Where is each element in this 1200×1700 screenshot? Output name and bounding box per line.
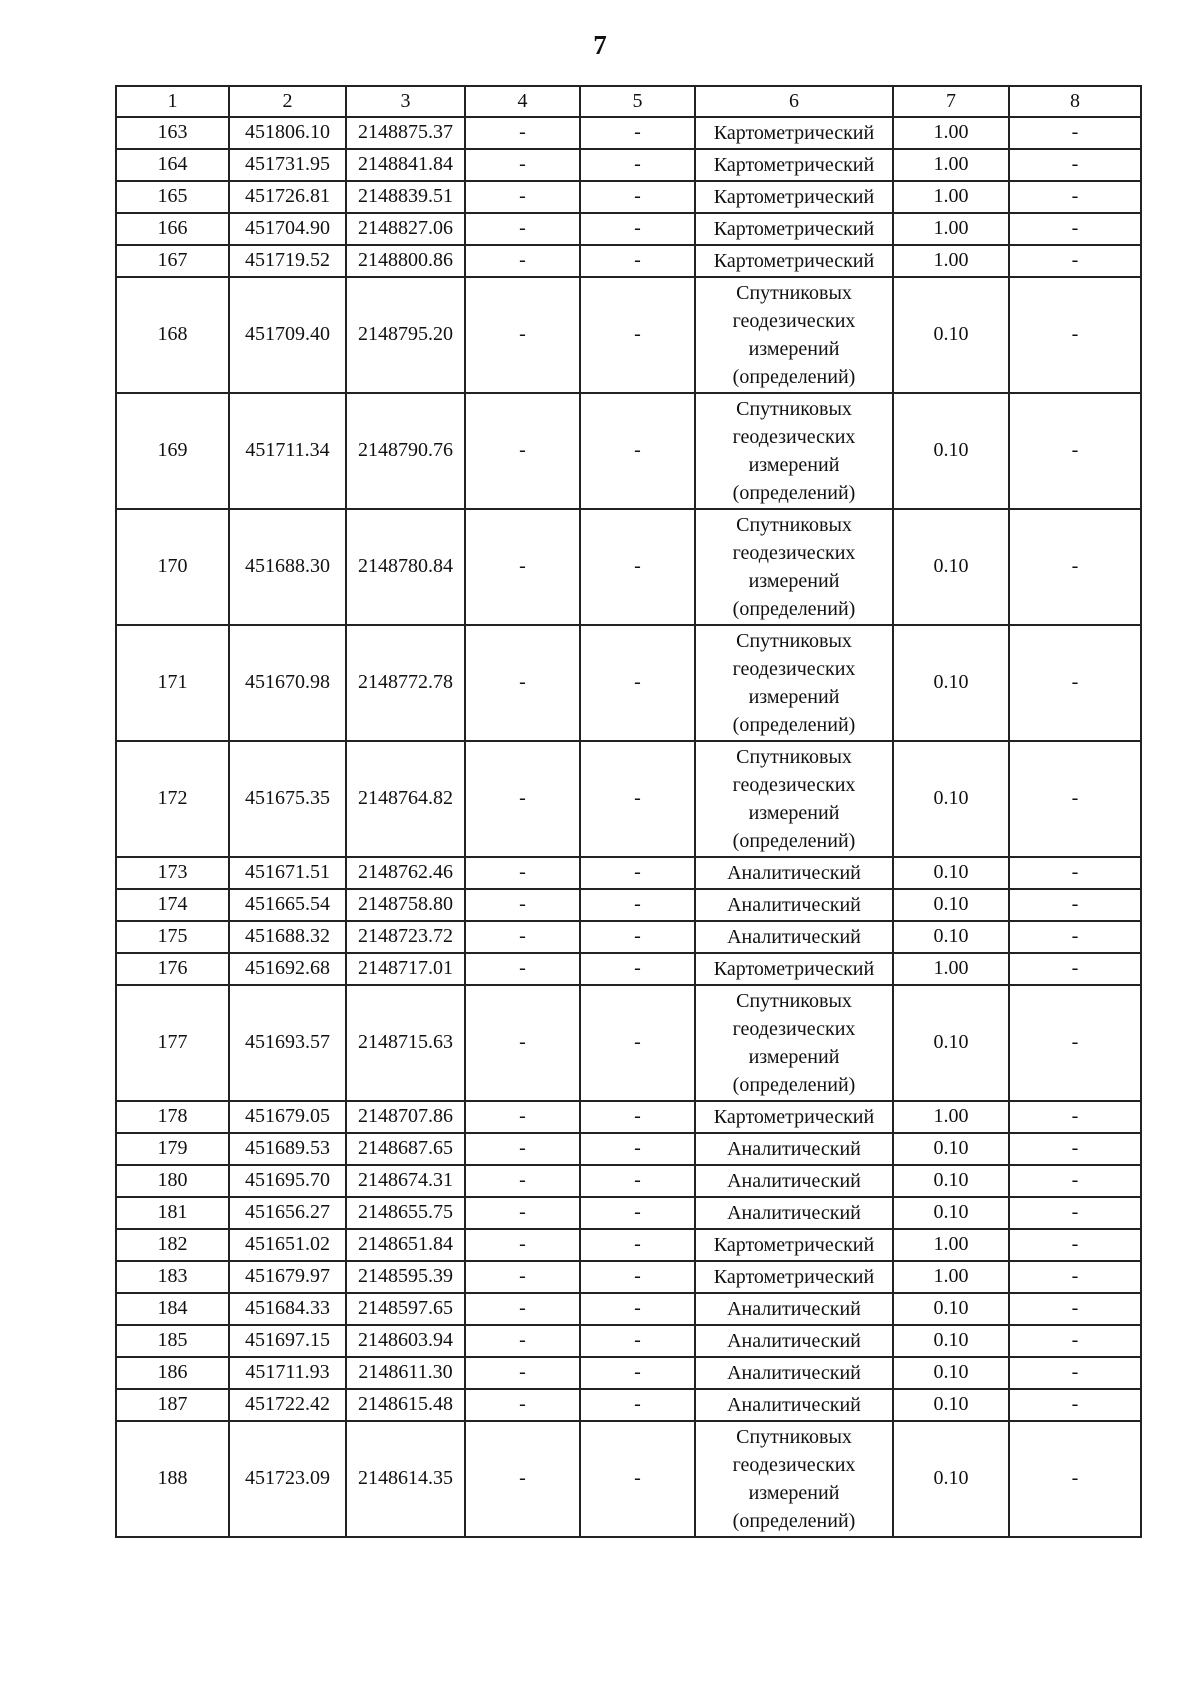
point-number-cell: 181 xyxy=(116,1197,229,1229)
table-header-row xyxy=(116,86,1141,117)
column-5-cell: - xyxy=(580,1229,695,1261)
accuracy-cell: 1.00 xyxy=(893,1101,1009,1133)
accuracy-cell: 0.10 xyxy=(893,1293,1009,1325)
column-5-cell: - xyxy=(580,1293,695,1325)
table-row xyxy=(116,213,1141,245)
column-8-cell: - xyxy=(1009,1325,1141,1357)
x-coordinate-cell: 451689.53 xyxy=(229,1133,346,1165)
method-cell: Спутниковых геодезических измерений (определений) xyxy=(695,1421,893,1537)
x-coordinate-cell: 451722.42 xyxy=(229,1389,346,1421)
column-8-cell: - xyxy=(1009,181,1141,213)
column-4-cell: - xyxy=(465,1101,580,1133)
y-coordinate-cell: 2148615.48 xyxy=(346,1389,465,1421)
header-cell: 1 xyxy=(116,86,229,117)
table-body xyxy=(116,117,1141,1537)
accuracy-cell: 0.10 xyxy=(893,1325,1009,1357)
y-coordinate-cell: 2148687.65 xyxy=(346,1133,465,1165)
point-number-cell: 178 xyxy=(116,1101,229,1133)
accuracy-cell: 1.00 xyxy=(893,245,1009,277)
y-coordinate-cell: 2148611.30 xyxy=(346,1357,465,1389)
table-row xyxy=(116,921,1141,953)
column-8-cell: - xyxy=(1009,393,1141,509)
y-coordinate-cell: 2148651.84 xyxy=(346,1229,465,1261)
header-cell: 7 xyxy=(893,86,1009,117)
table-row xyxy=(116,181,1141,213)
column-5-cell: - xyxy=(580,857,695,889)
column-4-cell: - xyxy=(465,509,580,625)
x-coordinate-cell: 451704.90 xyxy=(229,213,346,245)
column-5-cell: - xyxy=(580,117,695,149)
column-4-cell: - xyxy=(465,921,580,953)
y-coordinate-cell: 2148800.86 xyxy=(346,245,465,277)
method-cell: Картометрический xyxy=(695,117,893,149)
accuracy-cell: 1.00 xyxy=(893,953,1009,985)
column-5-cell: - xyxy=(580,181,695,213)
x-coordinate-cell: 451723.09 xyxy=(229,1421,346,1537)
column-4-cell: - xyxy=(465,1325,580,1357)
method-cell: Картометрический xyxy=(695,953,893,985)
point-number-cell: 188 xyxy=(116,1421,229,1537)
x-coordinate-cell: 451688.32 xyxy=(229,921,346,953)
point-number-cell: 179 xyxy=(116,1133,229,1165)
accuracy-cell: 0.10 xyxy=(893,625,1009,741)
y-coordinate-cell: 2148603.94 xyxy=(346,1325,465,1357)
column-4-cell: - xyxy=(465,985,580,1101)
point-number-cell: 163 xyxy=(116,117,229,149)
y-coordinate-cell: 2148839.51 xyxy=(346,181,465,213)
table-row xyxy=(116,1293,1141,1325)
column-8-cell: - xyxy=(1009,889,1141,921)
column-8-cell: - xyxy=(1009,1293,1141,1325)
column-8-cell: - xyxy=(1009,1101,1141,1133)
accuracy-cell: 0.10 xyxy=(893,1421,1009,1537)
point-number-cell: 185 xyxy=(116,1325,229,1357)
x-coordinate-cell: 451709.40 xyxy=(229,277,346,393)
table-row xyxy=(116,1325,1141,1357)
column-4-cell: - xyxy=(465,1165,580,1197)
header-cell: 6 xyxy=(695,86,893,117)
accuracy-cell: 0.10 xyxy=(893,741,1009,857)
method-cell: Картометрический xyxy=(695,245,893,277)
method-cell: Аналитический xyxy=(695,1133,893,1165)
accuracy-cell: 0.10 xyxy=(893,921,1009,953)
table-row xyxy=(116,1197,1141,1229)
point-number-cell: 167 xyxy=(116,245,229,277)
point-number-cell: 164 xyxy=(116,149,229,181)
table-row xyxy=(116,1101,1141,1133)
column-5-cell: - xyxy=(580,277,695,393)
accuracy-cell: 1.00 xyxy=(893,1261,1009,1293)
y-coordinate-cell: 2148758.80 xyxy=(346,889,465,921)
x-coordinate-cell: 451688.30 xyxy=(229,509,346,625)
page-number: 7 xyxy=(593,30,607,60)
method-cell: Картометрический xyxy=(695,1229,893,1261)
x-coordinate-cell: 451651.02 xyxy=(229,1229,346,1261)
table-row xyxy=(116,277,1141,393)
column-8-cell: - xyxy=(1009,149,1141,181)
accuracy-cell: 0.10 xyxy=(893,509,1009,625)
accuracy-cell: 0.10 xyxy=(893,857,1009,889)
column-5-cell: - xyxy=(580,213,695,245)
column-5-cell: - xyxy=(580,1325,695,1357)
accuracy-cell: 1.00 xyxy=(893,213,1009,245)
method-cell: Спутниковых геодезических измерений (определений) xyxy=(695,625,893,741)
x-coordinate-cell: 451697.15 xyxy=(229,1325,346,1357)
column-8-cell: - xyxy=(1009,1165,1141,1197)
column-4-cell: - xyxy=(465,117,580,149)
column-4-cell: - xyxy=(465,277,580,393)
table-row xyxy=(116,393,1141,509)
method-cell: Картометрический xyxy=(695,1101,893,1133)
x-coordinate-cell: 451731.95 xyxy=(229,149,346,181)
table-row xyxy=(116,1133,1141,1165)
method-cell: Аналитический xyxy=(695,1357,893,1389)
accuracy-cell: 0.10 xyxy=(893,985,1009,1101)
y-coordinate-cell: 2148780.84 xyxy=(346,509,465,625)
method-cell: Аналитический xyxy=(695,1325,893,1357)
column-4-cell: - xyxy=(465,245,580,277)
column-8-cell: - xyxy=(1009,921,1141,953)
column-8-cell: - xyxy=(1009,1357,1141,1389)
y-coordinate-cell: 2148762.46 xyxy=(346,857,465,889)
x-coordinate-cell: 451695.70 xyxy=(229,1165,346,1197)
y-coordinate-cell: 2148707.86 xyxy=(346,1101,465,1133)
column-4-cell: - xyxy=(465,953,580,985)
point-number-cell: 183 xyxy=(116,1261,229,1293)
column-5-cell: - xyxy=(580,1261,695,1293)
method-cell: Картометрический xyxy=(695,1261,893,1293)
y-coordinate-cell: 2148715.63 xyxy=(346,985,465,1101)
x-coordinate-cell: 451671.51 xyxy=(229,857,346,889)
y-coordinate-cell: 2148795.20 xyxy=(346,277,465,393)
column-5-cell: - xyxy=(580,921,695,953)
y-coordinate-cell: 2148764.82 xyxy=(346,741,465,857)
column-8-cell: - xyxy=(1009,117,1141,149)
y-coordinate-cell: 2148841.84 xyxy=(346,149,465,181)
column-4-cell: - xyxy=(465,1229,580,1261)
method-cell: Аналитический xyxy=(695,1293,893,1325)
column-4-cell: - xyxy=(465,1261,580,1293)
method-cell: Аналитический xyxy=(695,1389,893,1421)
point-number-cell: 175 xyxy=(116,921,229,953)
column-4-cell: - xyxy=(465,1389,580,1421)
accuracy-cell: 0.10 xyxy=(893,1133,1009,1165)
column-8-cell: - xyxy=(1009,1261,1141,1293)
point-number-cell: 170 xyxy=(116,509,229,625)
column-5-cell: - xyxy=(580,1165,695,1197)
method-cell: Спутниковых геодезических измерений (определений) xyxy=(695,509,893,625)
accuracy-cell: 1.00 xyxy=(893,181,1009,213)
method-cell: Картометрический xyxy=(695,181,893,213)
header-cell: 4 xyxy=(465,86,580,117)
y-coordinate-cell: 2148723.72 xyxy=(346,921,465,953)
column-4-cell: - xyxy=(465,1133,580,1165)
column-8-cell: - xyxy=(1009,1389,1141,1421)
point-number-cell: 174 xyxy=(116,889,229,921)
table-row xyxy=(116,117,1141,149)
method-cell: Аналитический xyxy=(695,1165,893,1197)
accuracy-cell: 0.10 xyxy=(893,1357,1009,1389)
point-number-cell: 186 xyxy=(116,1357,229,1389)
accuracy-cell: 0.10 xyxy=(893,889,1009,921)
accuracy-cell: 1.00 xyxy=(893,149,1009,181)
column-5-cell: - xyxy=(580,1197,695,1229)
coordinates-table xyxy=(115,85,1142,1538)
method-cell: Аналитический xyxy=(695,1197,893,1229)
table-row xyxy=(116,1421,1141,1537)
table-row xyxy=(116,1229,1141,1261)
method-cell: Спутниковых геодезических измерений (определений) xyxy=(695,985,893,1101)
column-8-cell: - xyxy=(1009,509,1141,625)
point-number-cell: 165 xyxy=(116,181,229,213)
column-4-cell: - xyxy=(465,857,580,889)
y-coordinate-cell: 2148875.37 xyxy=(346,117,465,149)
point-number-cell: 168 xyxy=(116,277,229,393)
table-row xyxy=(116,625,1141,741)
header-cell: 3 xyxy=(346,86,465,117)
x-coordinate-cell: 451679.97 xyxy=(229,1261,346,1293)
table-row xyxy=(116,1165,1141,1197)
column-5-cell: - xyxy=(580,1389,695,1421)
y-coordinate-cell: 2148655.75 xyxy=(346,1197,465,1229)
table-row xyxy=(116,245,1141,277)
method-cell: Спутниковых геодезических измерений (определений) xyxy=(695,277,893,393)
column-8-cell: - xyxy=(1009,953,1141,985)
y-coordinate-cell: 2148597.65 xyxy=(346,1293,465,1325)
table-row xyxy=(116,1357,1141,1389)
column-5-cell: - xyxy=(580,1133,695,1165)
column-5-cell: - xyxy=(580,245,695,277)
column-5-cell: - xyxy=(580,953,695,985)
column-8-cell: - xyxy=(1009,1133,1141,1165)
accuracy-cell: 1.00 xyxy=(893,117,1009,149)
point-number-cell: 172 xyxy=(116,741,229,857)
column-5-cell: - xyxy=(580,625,695,741)
column-8-cell: - xyxy=(1009,857,1141,889)
point-number-cell: 177 xyxy=(116,985,229,1101)
column-8-cell: - xyxy=(1009,245,1141,277)
method-cell: Аналитический xyxy=(695,857,893,889)
x-coordinate-cell: 451719.52 xyxy=(229,245,346,277)
point-number-cell: 173 xyxy=(116,857,229,889)
accuracy-cell: 1.00 xyxy=(893,1229,1009,1261)
table-row xyxy=(116,985,1141,1101)
y-coordinate-cell: 2148772.78 xyxy=(346,625,465,741)
point-number-cell: 176 xyxy=(116,953,229,985)
column-4-cell: - xyxy=(465,213,580,245)
column-5-cell: - xyxy=(580,393,695,509)
header-cell: 8 xyxy=(1009,86,1141,117)
table-row xyxy=(116,509,1141,625)
method-cell: Картометрический xyxy=(695,213,893,245)
method-cell: Спутниковых геодезических измерений (определений) xyxy=(695,741,893,857)
y-coordinate-cell: 2148674.31 xyxy=(346,1165,465,1197)
column-8-cell: - xyxy=(1009,1197,1141,1229)
accuracy-cell: 0.10 xyxy=(893,393,1009,509)
column-4-cell: - xyxy=(465,889,580,921)
column-5-cell: - xyxy=(580,741,695,857)
x-coordinate-cell: 451675.35 xyxy=(229,741,346,857)
column-5-cell: - xyxy=(580,1357,695,1389)
column-8-cell: - xyxy=(1009,985,1141,1101)
x-coordinate-cell: 451679.05 xyxy=(229,1101,346,1133)
accuracy-cell: 0.10 xyxy=(893,1389,1009,1421)
column-4-cell: - xyxy=(465,1357,580,1389)
x-coordinate-cell: 451665.54 xyxy=(229,889,346,921)
point-number-cell: 184 xyxy=(116,1293,229,1325)
x-coordinate-cell: 451656.27 xyxy=(229,1197,346,1229)
table-row xyxy=(116,741,1141,857)
point-number-cell: 166 xyxy=(116,213,229,245)
table-row xyxy=(116,857,1141,889)
method-cell: Аналитический xyxy=(695,921,893,953)
method-cell: Картометрический xyxy=(695,149,893,181)
point-number-cell: 180 xyxy=(116,1165,229,1197)
column-8-cell: - xyxy=(1009,1421,1141,1537)
column-4-cell: - xyxy=(465,1197,580,1229)
accuracy-cell: 0.10 xyxy=(893,277,1009,393)
x-coordinate-cell: 451711.93 xyxy=(229,1357,346,1389)
column-8-cell: - xyxy=(1009,277,1141,393)
column-8-cell: - xyxy=(1009,213,1141,245)
method-cell: Аналитический xyxy=(695,889,893,921)
y-coordinate-cell: 2148614.35 xyxy=(346,1421,465,1537)
column-8-cell: - xyxy=(1009,1229,1141,1261)
x-coordinate-cell: 451692.68 xyxy=(229,953,346,985)
point-number-cell: 182 xyxy=(116,1229,229,1261)
x-coordinate-cell: 451711.34 xyxy=(229,393,346,509)
column-4-cell: - xyxy=(465,181,580,213)
column-8-cell: - xyxy=(1009,625,1141,741)
y-coordinate-cell: 2148790.76 xyxy=(346,393,465,509)
x-coordinate-cell: 451684.33 xyxy=(229,1293,346,1325)
table-row xyxy=(116,1389,1141,1421)
column-5-cell: - xyxy=(580,985,695,1101)
x-coordinate-cell: 451670.98 xyxy=(229,625,346,741)
accuracy-cell: 0.10 xyxy=(893,1197,1009,1229)
column-4-cell: - xyxy=(465,625,580,741)
column-4-cell: - xyxy=(465,149,580,181)
y-coordinate-cell: 2148595.39 xyxy=(346,1261,465,1293)
accuracy-cell: 0.10 xyxy=(893,1165,1009,1197)
x-coordinate-cell: 451726.81 xyxy=(229,181,346,213)
column-5-cell: - xyxy=(580,889,695,921)
method-cell: Спутниковых геодезических измерений (определений) xyxy=(695,393,893,509)
header-cell: 5 xyxy=(580,86,695,117)
column-4-cell: - xyxy=(465,1421,580,1537)
column-5-cell: - xyxy=(580,1421,695,1537)
column-5-cell: - xyxy=(580,509,695,625)
column-4-cell: - xyxy=(465,741,580,857)
x-coordinate-cell: 451806.10 xyxy=(229,117,346,149)
x-coordinate-cell: 451693.57 xyxy=(229,985,346,1101)
column-4-cell: - xyxy=(465,1293,580,1325)
table-row xyxy=(116,1261,1141,1293)
point-number-cell: 187 xyxy=(116,1389,229,1421)
column-5-cell: - xyxy=(580,1101,695,1133)
y-coordinate-cell: 2148827.06 xyxy=(346,213,465,245)
column-8-cell: - xyxy=(1009,741,1141,857)
table-row xyxy=(116,889,1141,921)
point-number-cell: 171 xyxy=(116,625,229,741)
table-row xyxy=(116,149,1141,181)
column-5-cell: - xyxy=(580,149,695,181)
column-4-cell: - xyxy=(465,393,580,509)
header-cell: 2 xyxy=(229,86,346,117)
table-row xyxy=(116,953,1141,985)
y-coordinate-cell: 2148717.01 xyxy=(346,953,465,985)
point-number-cell: 169 xyxy=(116,393,229,509)
